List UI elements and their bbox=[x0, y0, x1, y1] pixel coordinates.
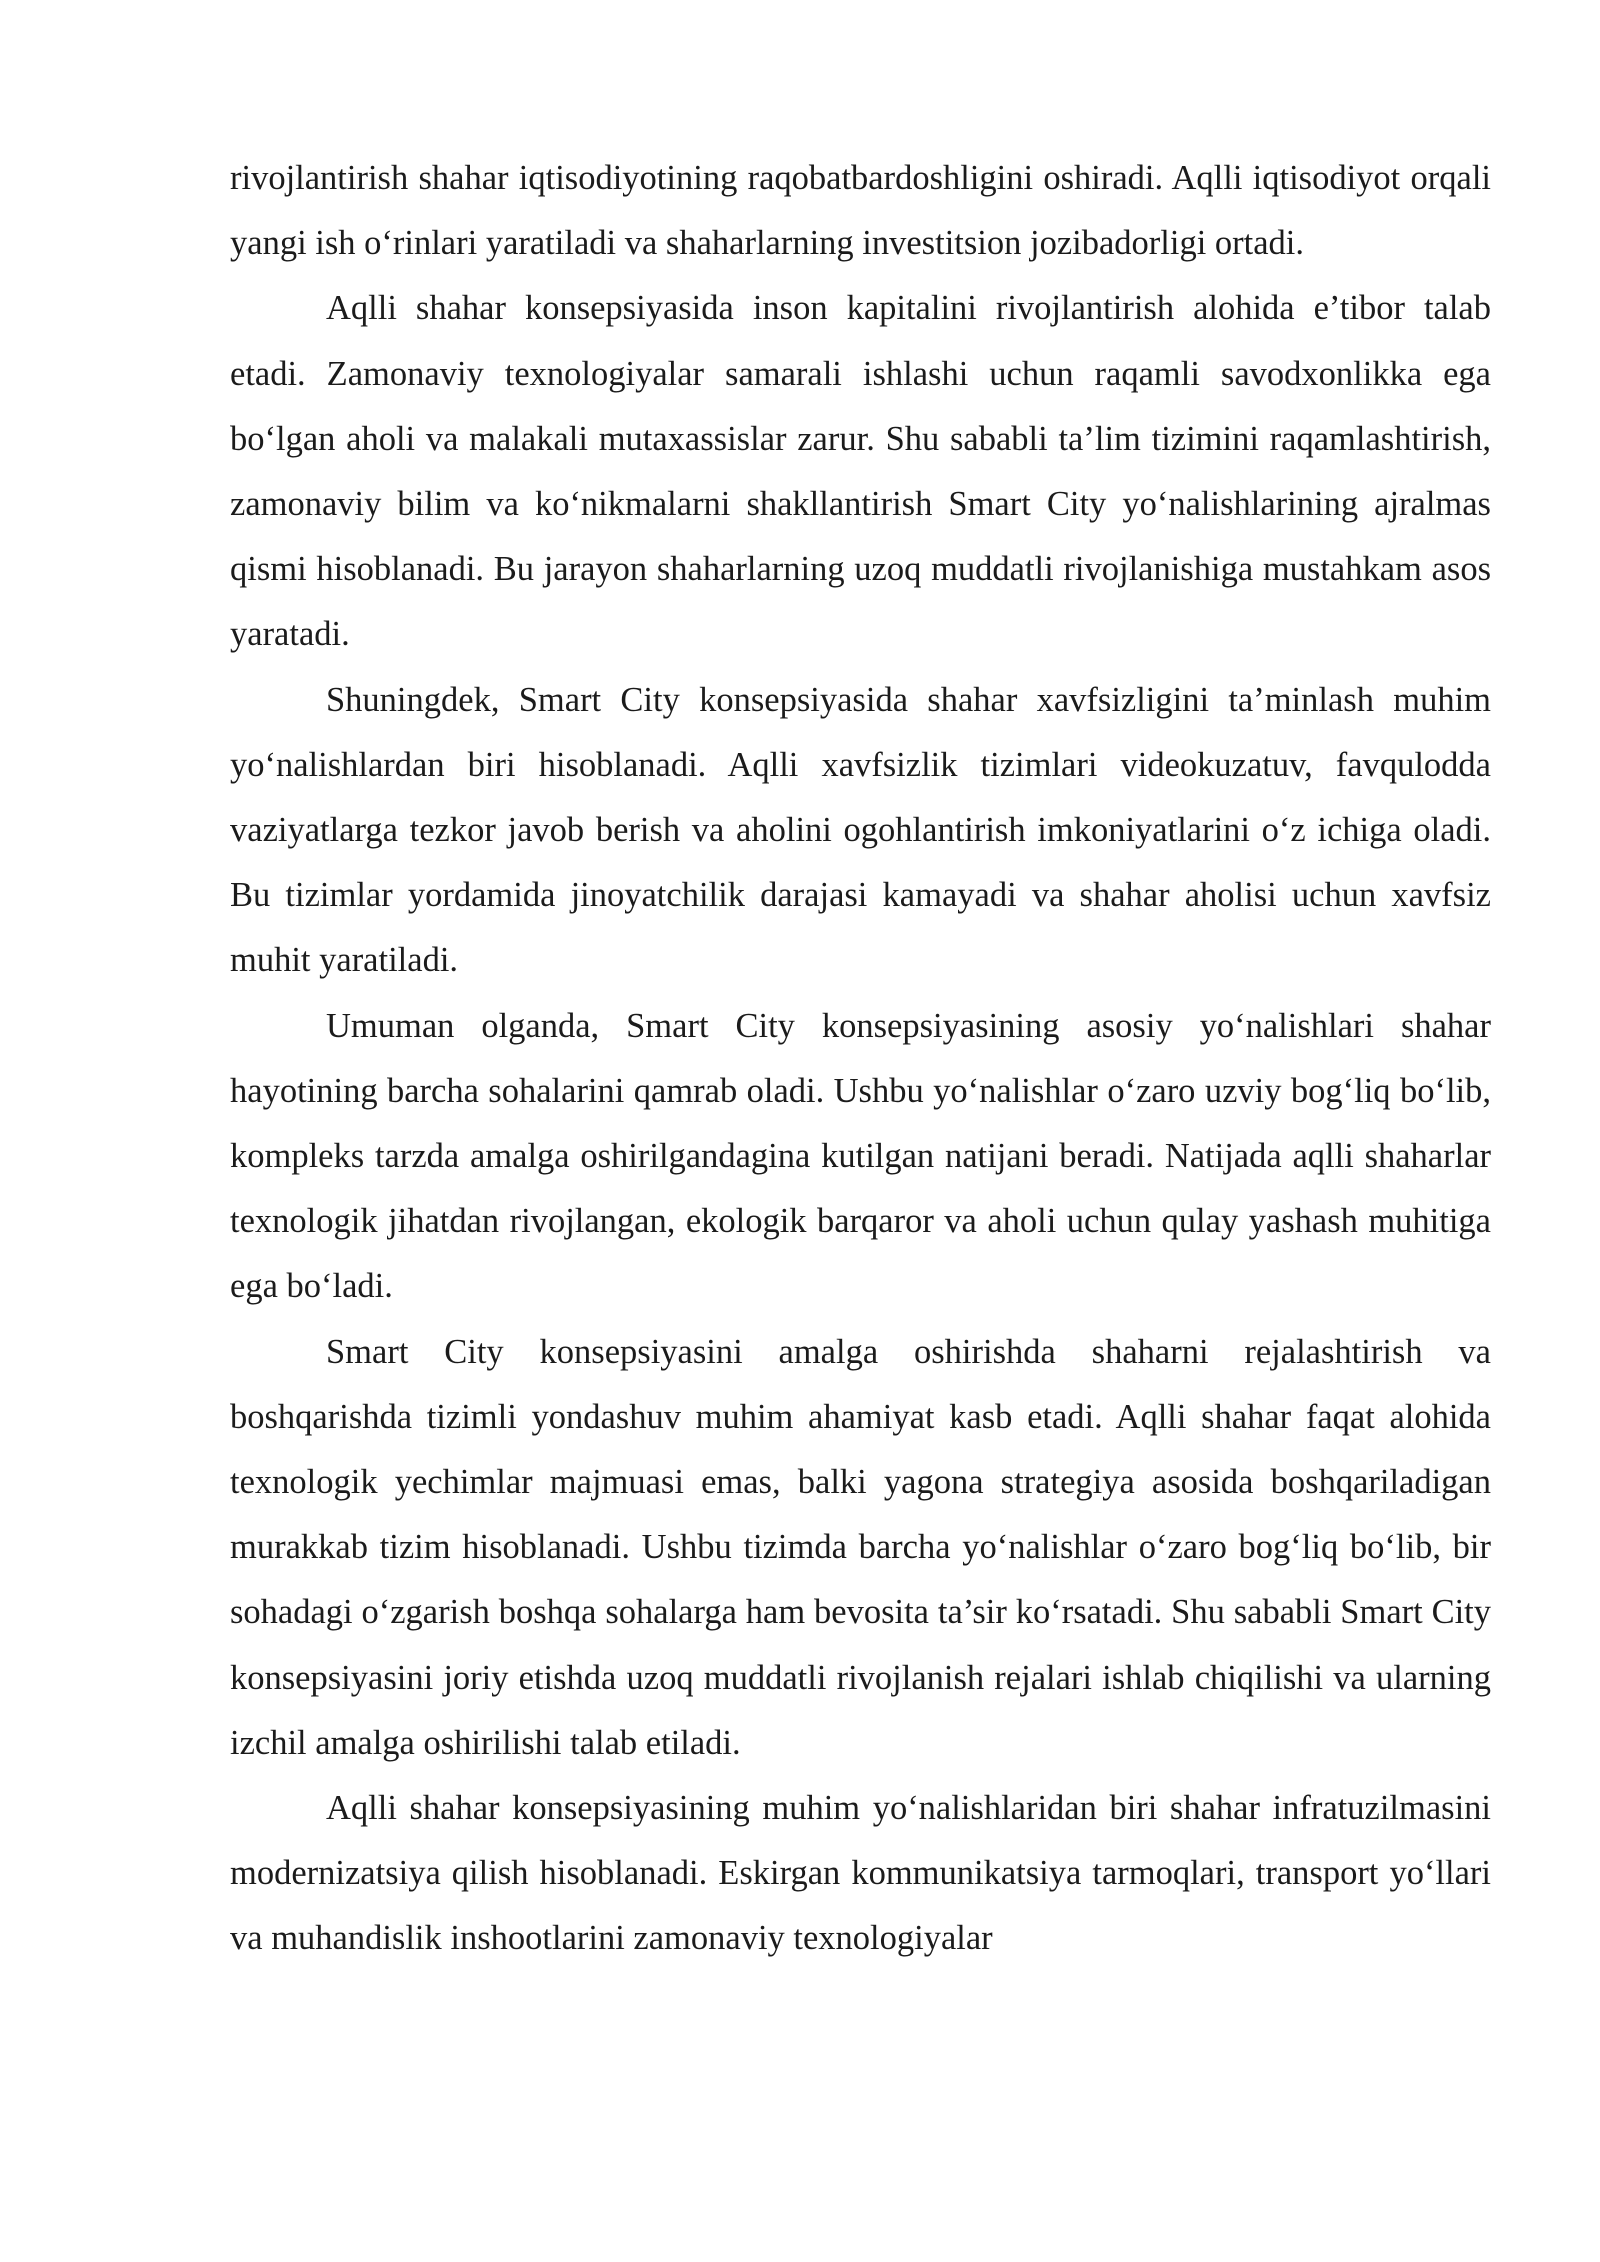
paragraph-infrastructure: Aqlli shahar konsepsiyasining muhim yo‘nalishlaridan biri shahar infratuzilmasini modernizatsiya qilish hisoblanadi. Eskirgan kommunikatsiya tarmoqlari, transport yo‘llari va muhandislik inshootlarini zamonaviy texnologiyalar bbox=[230, 1789, 1491, 1958]
paragraph-human-capital: Aqlli shahar konsepsiyasida inson kapitalini rivojlantirish alohida e’tibor talab etadi. Zamonaviy texnologiyalar samarali ishlashi uchun raqamli savodxonlikka ega bo‘lgan aholi va malakali mutaxassislar zarur. Shu sababli ta’lim tizimini raqamlashtirish, zamonaviy bilim va ko‘nikmalarni shakllantirish Smart City yo‘nalishlarining ajralmas qismi hisoblanadi. Bu jarayon shaharlarning uzoq muddatli rivojlanishiga mustahkam asos yaratadi. bbox=[230, 289, 1491, 654]
paragraph-city-security: Shuningdek, Smart City konsepsiyasida shahar xavfsizligini ta’minlash muhim yo‘nalishlardan biri hisoblanadi. Aqlli xavfsizlik tizimlari videokuzatuv, favqulodda vaziyatlarga tezkor javob berish va aholini ogohlantirish imkoniyatlarini o‘z ichiga oladi. Bu tizimlar yordamida jinoyatchilik darajasi kamayadi va shahar aholisi uchun xavfsiz muhit yaratiladi. bbox=[230, 680, 1491, 980]
paragraph-summary: Umuman olganda, Smart City konsepsiyasining asosiy yo‘nalishlari shahar hayotining barcha sohalarini qamrab oladi. Ushbu yo‘nalishlar o‘zaro uzviy bog‘liq bo‘lib, kompleks tarzda amalga oshirilgandagina kutilgan natijani beradi. Natijada aqlli shaharlar texnologik jihatdan rivojlangan, ekologik barqaror va aholi uchun qulay yashash muhitiga ega bo‘ladi. bbox=[230, 1006, 1491, 1306]
document-body bbox=[230, 146, 1491, 1972]
paragraph-continuation: rivojlantirish shahar iqtisodiyotining raqobatbardoshligini oshiradi. Aqlli iqtisodiyot orqali yangi ish o‘rinlari yaratiladi va shaharlarning investitsion jozibadorligi ortadi. bbox=[230, 159, 1491, 263]
paragraph-systematic-approach: Smart City konsepsiyasini amalga oshirishda shaharni rejalashtirish va boshqarishda tizimli yondashuv muhim ahamiyat kasb etadi. Aqlli shahar faqat alohida texnologik yechimlar majmuasi emas, balki yagona strategiya asosida boshqariladigan murakkab tizim hisoblanadi. Ushbu tizimda barcha yo‘nalishlar o‘zaro bog‘liq bo‘lib, bir sohadagi o‘zgarish boshqa sohalarga ham bevosita ta’sir ko‘rsatadi. Shu sababli Smart City konsepsiyasini joriy etishda uzoq muddatli rivojlanish rejalari ishlab chiqilishi va ularning izchil amalga oshirilishi talab etiladi. bbox=[230, 1332, 1491, 1762]
